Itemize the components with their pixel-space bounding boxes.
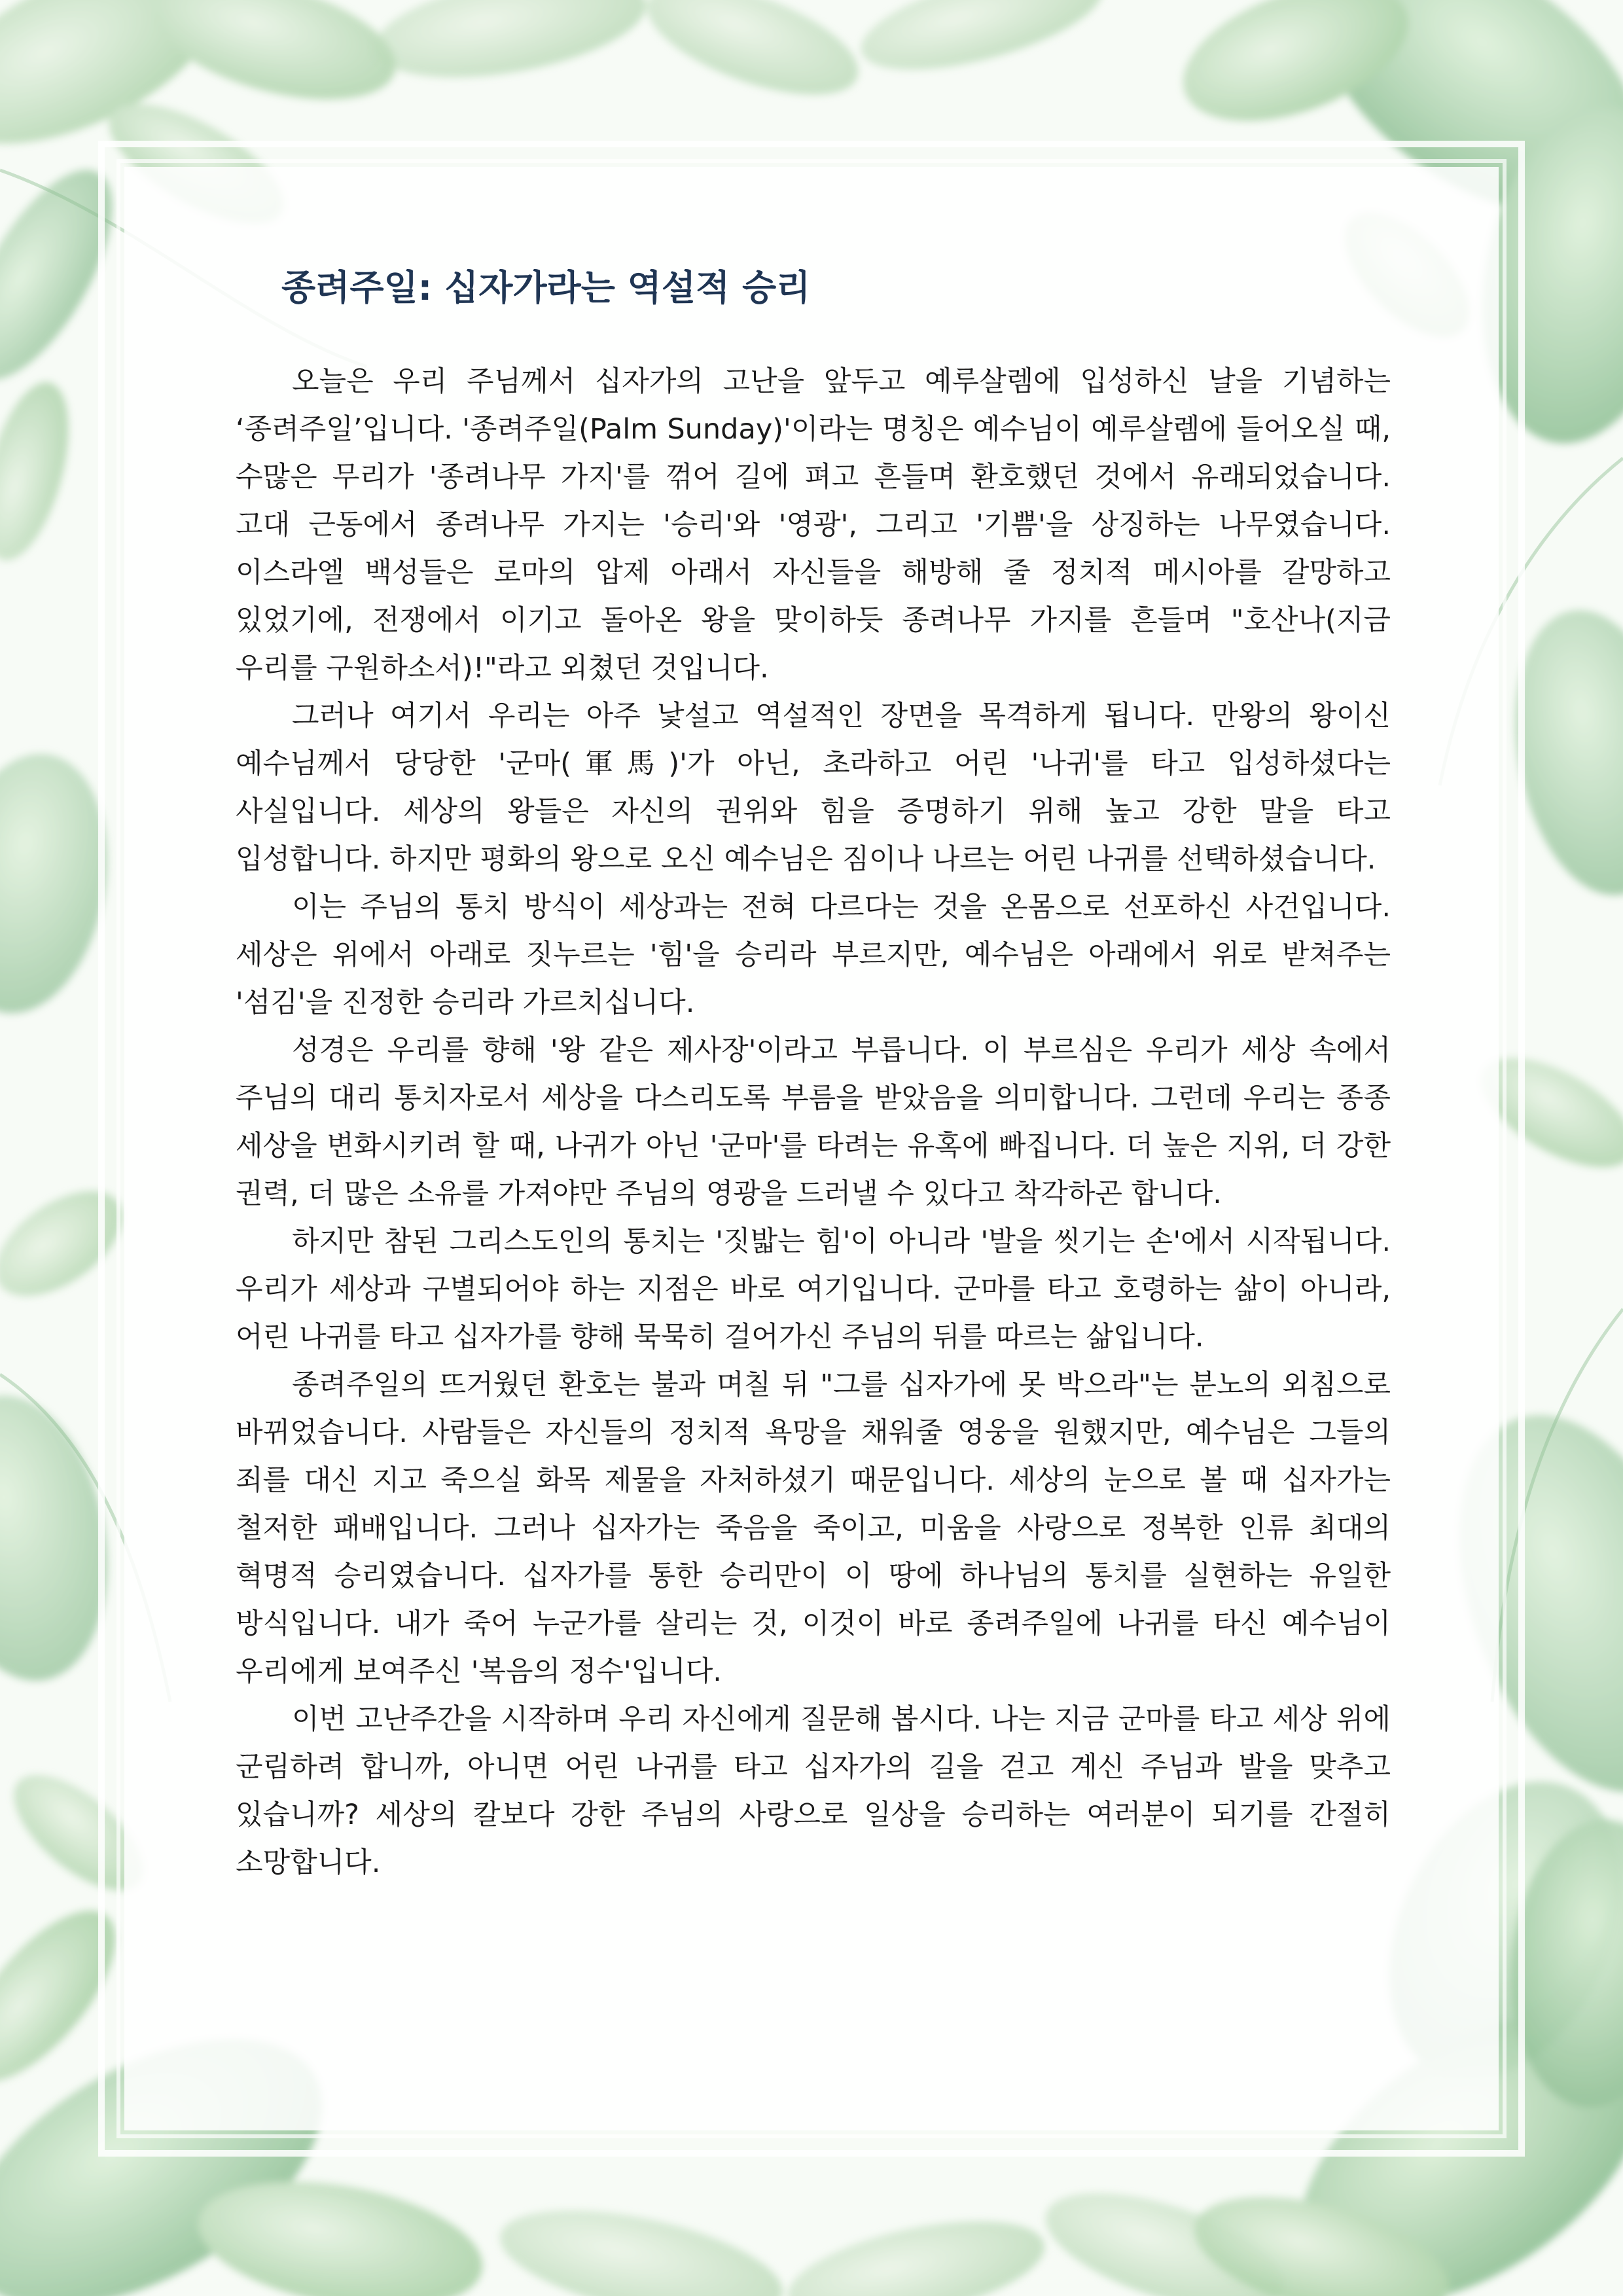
- paragraph-list: [236, 358, 1391, 1887]
- document-body: [236, 259, 1391, 1887]
- paragraph: 하지만 참된 그리스도인의 통치는 '짓밟는 힘'이 아니라 '발을 씻기는 손'에서 시작됩니다. 우리가 세상과 구별되어야 하는 지점은 바로 여기입니다. 군마를 타고 호령하는 삶이 아니라, 어린 나귀를 타고 십자가를 향해 묵묵히 걸어가신 주님의 뒤를 따르는 삶입니다.: [236, 1225, 1391, 1354]
- paragraph: 오늘은 우리 주님께서 십자가의 고난을 앞두고 예루살렘에 입성하신 날을 기념하는 ‘종려주일’입니다. '종려주일(Palm Sunday)'이라는 명칭은 예수님이 예루살렘에 들어오실 때, 수많은 무리가 '종려나무 가지'를 꺾어 길에 펴고 흔들며 환호했던 것에서 유래되었습니다. 고대 근동에서 종려나무 가지는 '승리'와 '영광', 그리고 '기쁨'을 상징하는 나무였습니다. 이스라엘 백성들은 로마의 압제 아래서 자신들을 해방해 줄 정치적 메시아를 갈망하고 있었기에, 전쟁에서 이기고 돌아온 왕을 맞이하듯 종려나무 가지를 흔들며 "호산나(지금 우리를 구원하소서)!"라고 외쳤던 것입니다.: [236, 365, 1391, 685]
- paragraph: 이번 고난주간을 시작하며 우리 자신에게 질문해 봅시다. 나는 지금 군마를 타고 세상 위에 군림하려 합니까, 아니면 어린 나귀를 타고 십자가의 길을 걷고 계신 주님과 발을 맞추고 있습니까? 세상의 칼보다 강한 주님의 사랑으로 일상을 승리하는 여러분이 되기를 간절히 소망합니다.: [236, 1703, 1391, 1879]
- paragraph: 성경은 우리를 향해 '왕 같은 제사장'이라고 부릅니다. 이 부르심은 우리가 세상 속에서 주님의 대리 통치자로서 세상을 다스리도록 부름을 받았음을 의미합니다. 그런데 우리는 종종 세상을 변화시키려 할 때, 나귀가 아닌 '군마'를 타려는 유혹에 빠집니다. 더 높은 지위, 더 강한 권력, 더 많은 소유를 가져야만 주님의 영광을 드러낼 수 있다고 착각하곤 합니다.: [236, 1034, 1391, 1210]
- document-title: 종려주일: 십자가라는 역설적 승리: [281, 267, 811, 308]
- paragraph: 그러나 여기서 우리는 아주 낯설고 역설적인 장면을 목격하게 됩니다. 만왕의 왕이신 예수님께서 당당한 '군마(軍馬)'가 아닌, 초라하고 어린 '나귀'를 타고 입성하셨다는 사실입니다. 세상의 왕들은 자신의 권위와 힘을 증명하기 위해 높고 강한 말을 타고 입성합니다. 하지만 평화의 왕으로 오신 예수님은 짐이나 나르는 어린 나귀를 선택하셨습니다.: [236, 700, 1391, 876]
- paragraph: 이는 주님의 통치 방식이 세상과는 전혀 다르다는 것을 온몸으로 선포하신 사건입니다. 세상은 위에서 아래로 짓누르는 '힘'을 승리라 부르지만, 예수님은 아래에서 위로 받쳐주는 '섬김'을 진정한 승리라 가르치십니다.: [236, 891, 1391, 1019]
- paragraph: 종려주일의 뜨거웠던 환호는 불과 며칠 뒤 "그를 십자가에 못 박으라"는 분노의 외침으로 바뀌었습니다. 사람들은 자신들의 정치적 욕망을 채워줄 영웅을 원했지만, 예수님은 그들의 죄를 대신 지고 죽으실 화목 제물을 자처하셨기 때문입니다. 세상의 눈으로 볼 때 십자가는 철저한 패배입니다. 그러나 십자가는 죽음을 죽이고, 미움을 사랑으로 정복한 인류 최대의 혁명적 승리였습니다. 십자가를 통한 승리만이 이 땅에 하나님의 통치를 실현하는 유일한 방식입니다. 내가 죽어 누군가를 살리는 것, 이것이 바로 종려주일에 나귀를 타신 예수님이 우리에게 보여주신 '복음의 정수'입니다.: [236, 1369, 1391, 1688]
